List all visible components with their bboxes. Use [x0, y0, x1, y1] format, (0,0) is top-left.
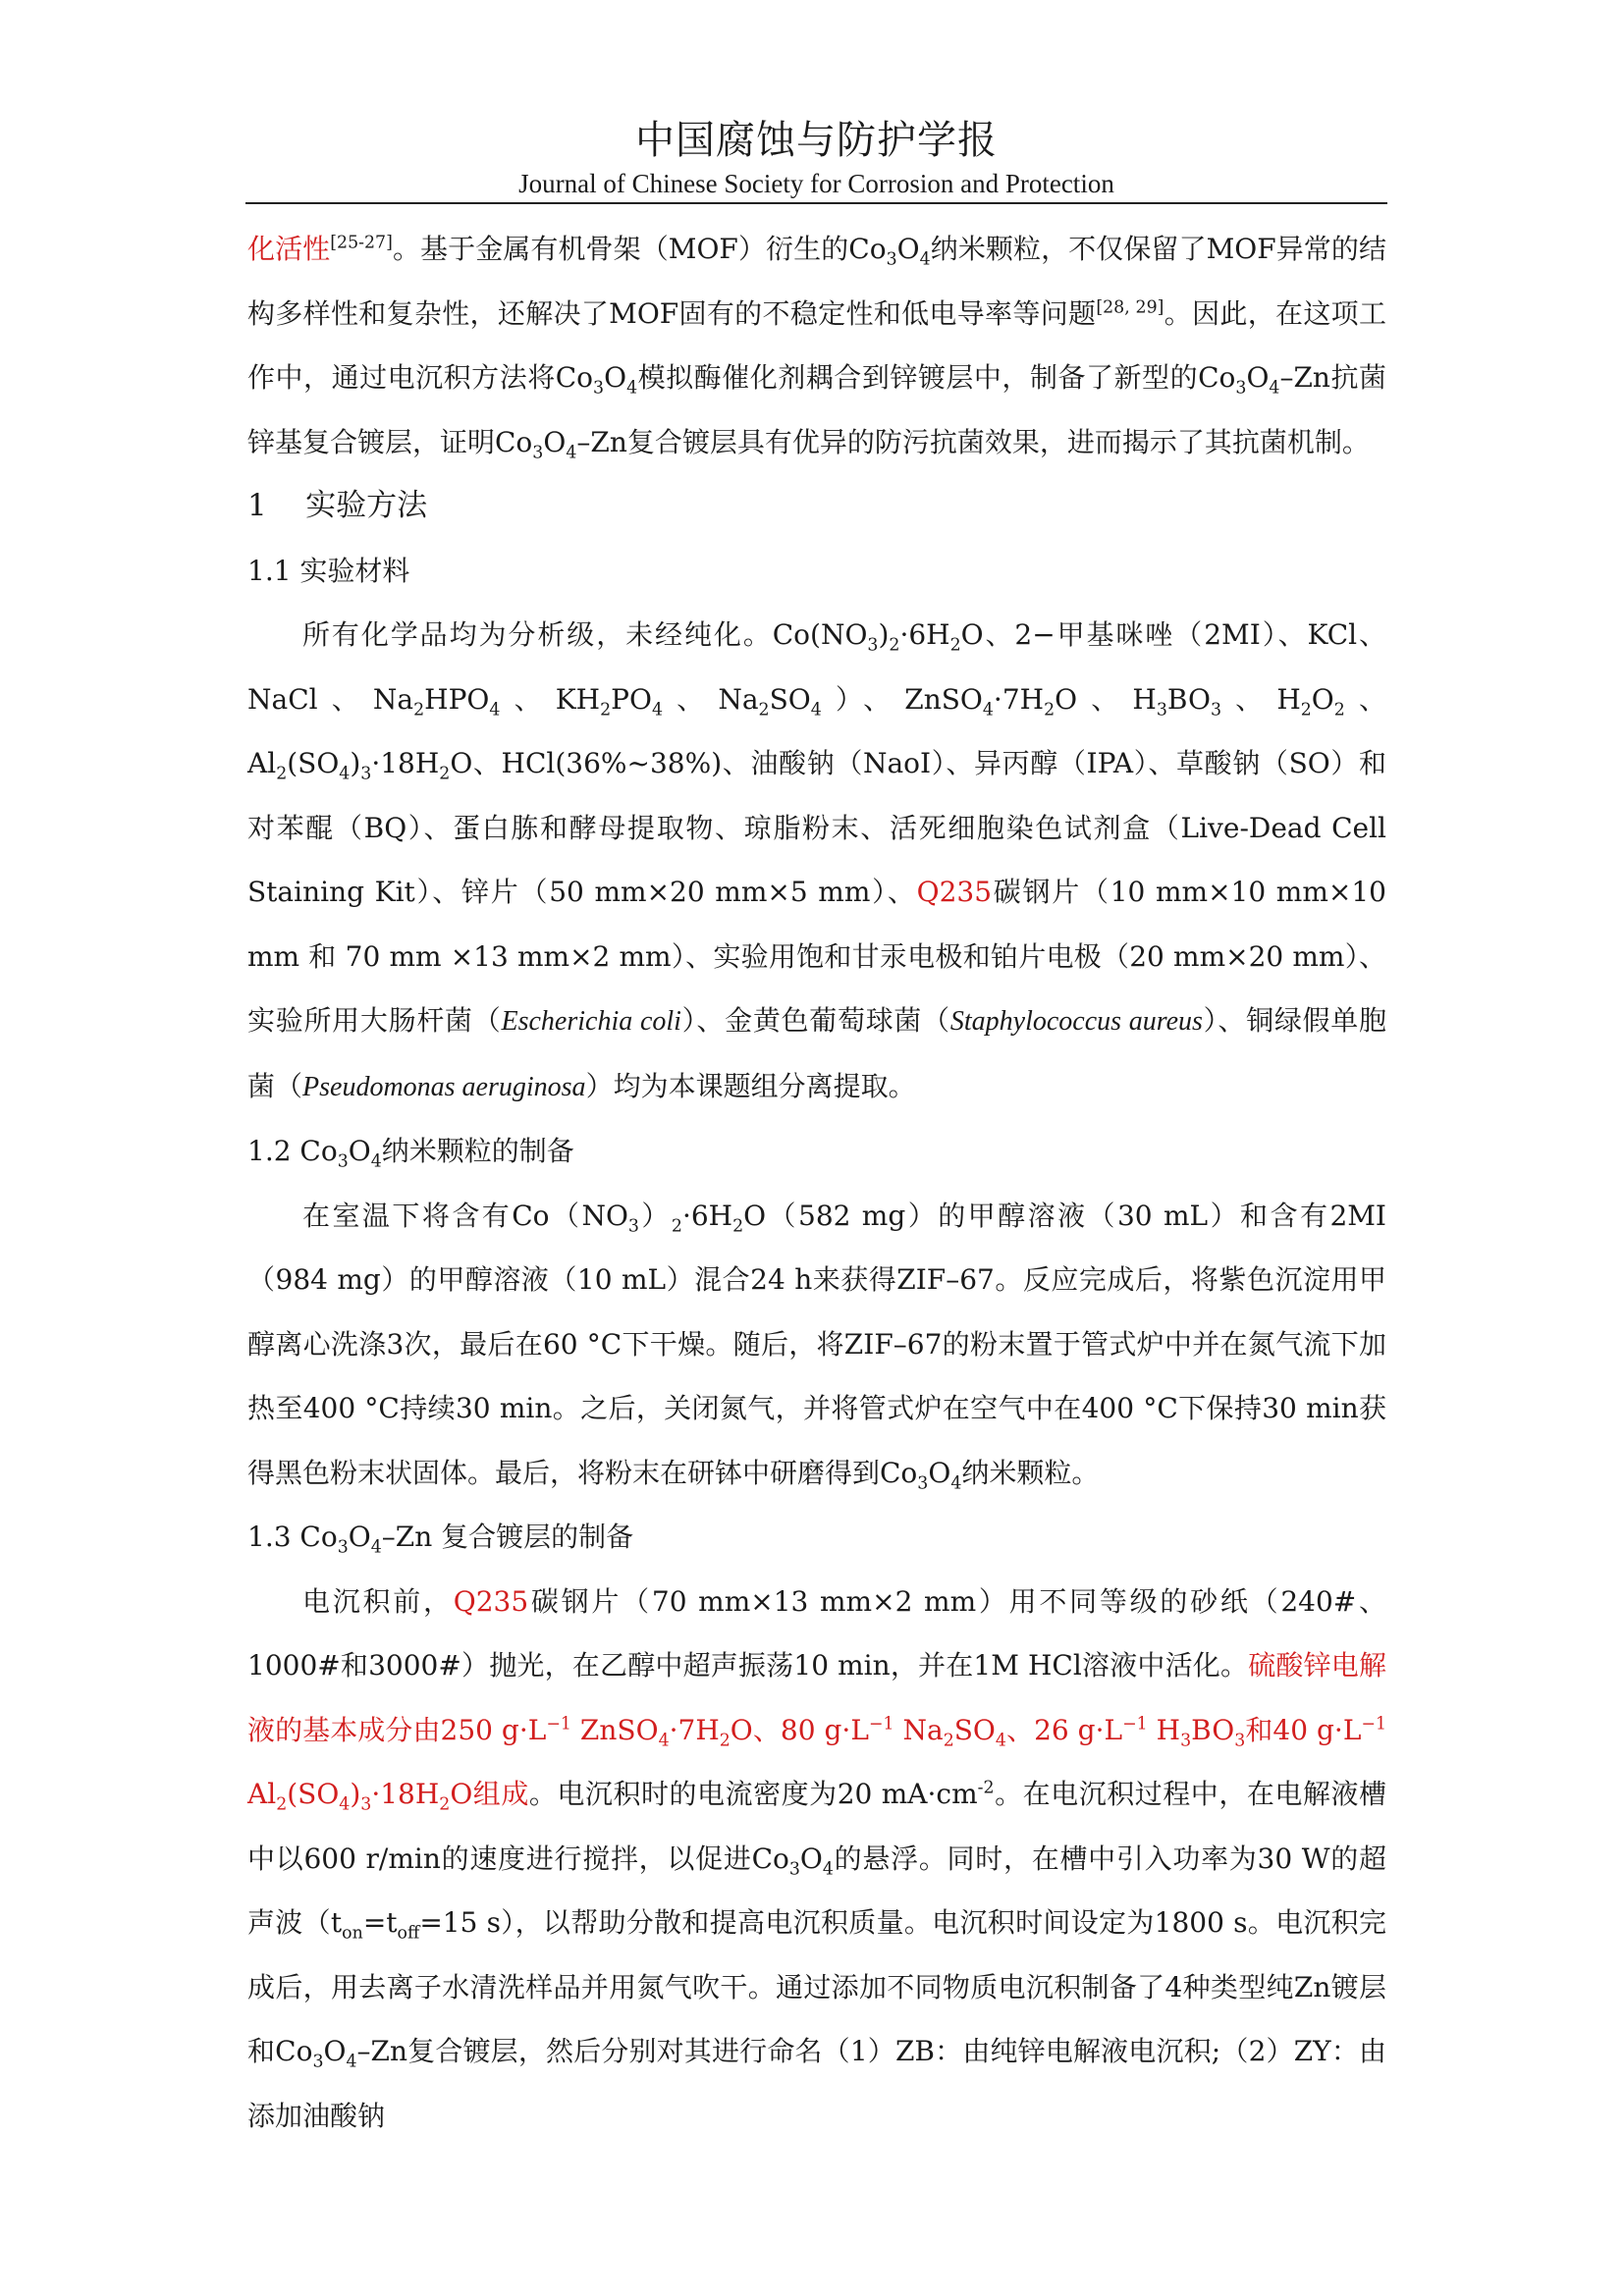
journal-title-cn: 中国腐蚀与防护学报	[635, 118, 998, 163]
subsection-1-3: 1.3 $Co_3O_4-Zn$ 复合镀层的制备	[247, 1521, 634, 1558]
paragraph-materials: 所有化学品均为分析级，未经纯化。$Co(NO_3)_2\cdot 6H_2O$、2−甲基咪唑（2MI）、KCl、NaCl、$Na_2HPO_4$、$KH_2PO_4$、$Na_2SO_4$）、$ZnSO_4\cdot 7H_2O$、$H_3BO_3$、$H_2O_2$、$Al_2(SO_4)_3\cdot 18H_2O$、HCl(36%~38%)、油酸钠（NaoI）、异丙醇（IPA）、草酸钠（SO）和对苯醌（BQ）、蛋白胨和酵母提取物、琼脂粉末、活死细胞染色试剂盒（Live-Dead Cell Staining Kit）、锌片（50 mm×20 mm×5 mm）、Q235碳钢片（10 mm×10 mm×10 mm 和 70 mm ×13 mm×2 mm）、实验用饱和甘汞电极和铂片电极（20 mm×20 mm）、实验所用大肠杆菌（Escherichia coli）、金黄色葡萄球菌（Staphylococcus aureus）、铜绿假单胞菌（Pseudomonas aeruginosa）均为本课题组分离提取。	[247, 618, 1386, 1102]
paragraph-co3o4-prep: 在室温下将含有$Co(NO_3)_2\cdot 6H_2O(582$ mg）的甲醇溶液（30 mL）和含有2MI（984 mg）的甲醇溶液（10 mL）混合24 h来获得ZIF–67。反应完成后，将紫色沉淀用甲醇离心洗涤3次，最后在60 °C下干燥。随后，将ZIF–67的粉末置于管式炉中并在氮气流下加热至400 °C持续30 min。之后，关闭氮气，并将管式炉在空气中在400 °C下保持30 min获得黑色粉末状固体。最后，将粉末在研钵中研磨得到$Co_3O_4$纳米颗粒。	[247, 1199, 1386, 1494]
subsection-1-2: 1.2 $Co_3O_4$纳米颗粒的制备	[247, 1135, 574, 1172]
header-rule	[245, 202, 1387, 204]
paragraph-intro-end: 化活性[25-27]。基于金属有机骨架（MOF）衍生的$Co_3O_4$纳米颗粒，不仅保留了MOF异常的结构多样性和复杂性，还解决了MOF固有的不稳定性和低电导率等问题[28, 29]。因此，在这项工作中，通过电沉积方法将$Co_3O_4$模拟酶催化剂耦合到锌镀层中，制备了新型的$Co_3O_4-Zn$抗菌锌基复合镀层，证明$Co_3O_4-Zn$复合镀层具有优异的防污抗菌效果，进而揭示了其抗菌机制。	[247, 233, 1386, 463]
journal-header	[245, 116, 1387, 200]
section-heading-1: 1 实验方法	[247, 488, 428, 523]
body-text	[247, 217, 1386, 2148]
subsection-1-1: 1.1 实验材料	[247, 554, 410, 587]
journal-title-en: Journal of Chinese Society for Corrosion and Protection	[518, 169, 1114, 198]
paragraph-coating-prep: 电沉积前，Q235碳钢片（70 mm×13 mm×2 mm）用不同等级的砂纸（240#、1000#和3000#）抛光，在乙醇中超声振荡10 min，并在1M HCl溶液中活化。硫酸锌电解液的基本成分由250 $g\cdot L^{-1}$ $ZnSO_4\cdot 7H_2O$、80 $g\cdot L^{-1}$ $Na_2SO_4$、26 $g\cdot L^{-1}$ $H_3BO_3$和40 $g\cdot L^{-1}$ $Al_2(SO_4)_3\cdot 18H_2O$组成。电沉积时的电流密度为20 $mA\cdot cm^{-2}$。在电沉积过程中，在电解液槽中以600 r/min的速度进行搅拌，以促进$Co_3O_4$的悬浮。同时，在槽中引入功率为30 W的超声波（$t_{on}=t_{off}=15$ s），以帮助分散和提高电沉积质量。电沉积时间设定为1800 s。电沉积完成后，用去离子水清洗样品并用氮气吹干。通过添加不同物质电沉积制备了4种类型纯Zn镀层和$Co_3O_4-Zn$复合镀层，然后分别对其进行命名（1）ZB：由纯锌电解液电沉积;（2）ZY：由添加油酸钠	[247, 1584, 1387, 2132]
